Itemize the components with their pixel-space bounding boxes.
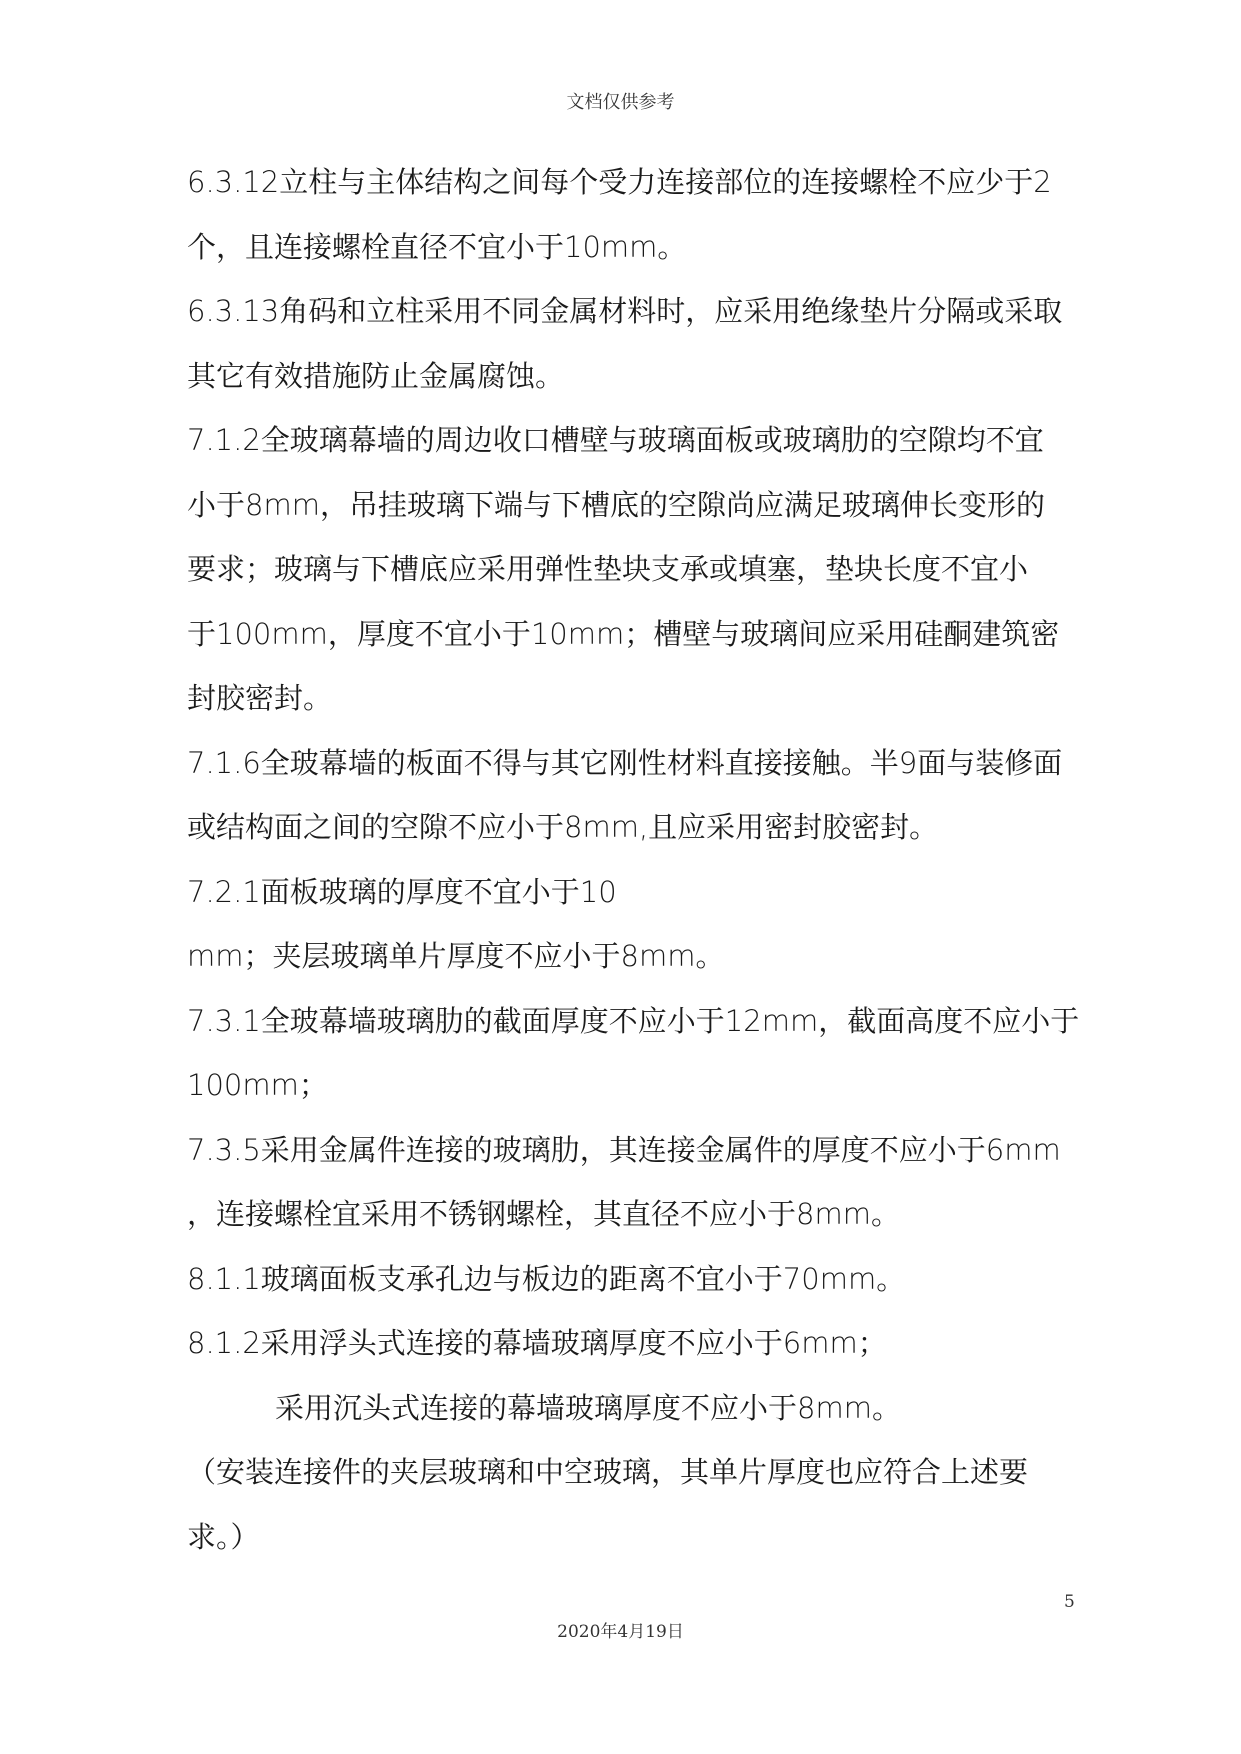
text-line: 7.1.6全玻幕墙的板面不得与其它刚性材料直接接触。半9面与装修面	[187, 745, 1063, 780]
text-line: 封胶密封。	[187, 681, 333, 715]
text-line: 其它有效措施防止金属腐蚀。	[187, 358, 565, 393]
page-number: 5	[1064, 1592, 1075, 1612]
text-line: 7.2.1面板玻璃的厚度不宜小于10	[187, 874, 617, 909]
text-line: 小于8mm，吊挂玻璃下端与下槽底的空隙尚应满足玻璃伸长变形的	[187, 487, 1045, 522]
text-line: 8.1.2采用浮头式连接的幕墙玻璃厚度不应小于6mm；	[187, 1326, 887, 1360]
text-line: 或结构面之间的空隙不应小于8mm,且应采用密封胶密封。	[187, 810, 939, 844]
text-line: 个，且连接螺栓直径不宜小于10mm。	[187, 229, 687, 264]
text-line: 7.1.2全玻璃幕墙的周边收口槽壁与玻璃面板或玻璃肋的空隙均不宜	[187, 423, 1044, 457]
footer-date: 2020年4月19日	[557, 1622, 684, 1642]
text-line: mm；夹层玻璃单片厚度不应小于8mm。	[187, 939, 725, 973]
text-line: 6.3.12立柱与主体结构之间每个受力连接部位的连接螺栓不应少于2	[187, 165, 1052, 199]
text-line: 求。）	[187, 1519, 260, 1554]
text-line: 采用沉头式连接的幕墙玻璃厚度不应小于8mm。	[275, 1390, 901, 1425]
text-line: 8.1.1玻璃面板支承孔边与板边的距离不宜小于70mm。	[187, 1261, 906, 1296]
text-line: ，连接螺栓宜采用不锈钢螺栓，其直径不应小于8mm。	[187, 1197, 900, 1231]
text-line: 6.3.13角码和立柱采用不同金属材料时，应采用绝缘垫片分隔或采取	[187, 294, 1063, 328]
text-line: 7.3.5采用金属件连接的玻璃肋，其连接金属件的厚度不应小于6mm	[187, 1132, 1061, 1167]
body-text	[187, 150, 1087, 1569]
text-line: 于100mm，厚度不宜小于10mm；槽壁与玻璃间应采用硅酮建筑密	[187, 616, 1060, 651]
text-line: 要求；玻璃与下槽底应采用弹性垫块支承或填塞，垫块长度不宜小	[187, 552, 1029, 586]
text-line: 7.3.1全玻幕墙玻璃肋的截面厚度不应小于12mm，截面高度不应小于	[187, 1003, 1080, 1038]
text-line: 100mm；	[187, 1068, 328, 1102]
text-line: （安装连接件的夹层玻璃和中空玻璃，其单片厚度也应符合上述要	[187, 1455, 1029, 1489]
header-note: 文档仅供参考	[566, 92, 675, 113]
